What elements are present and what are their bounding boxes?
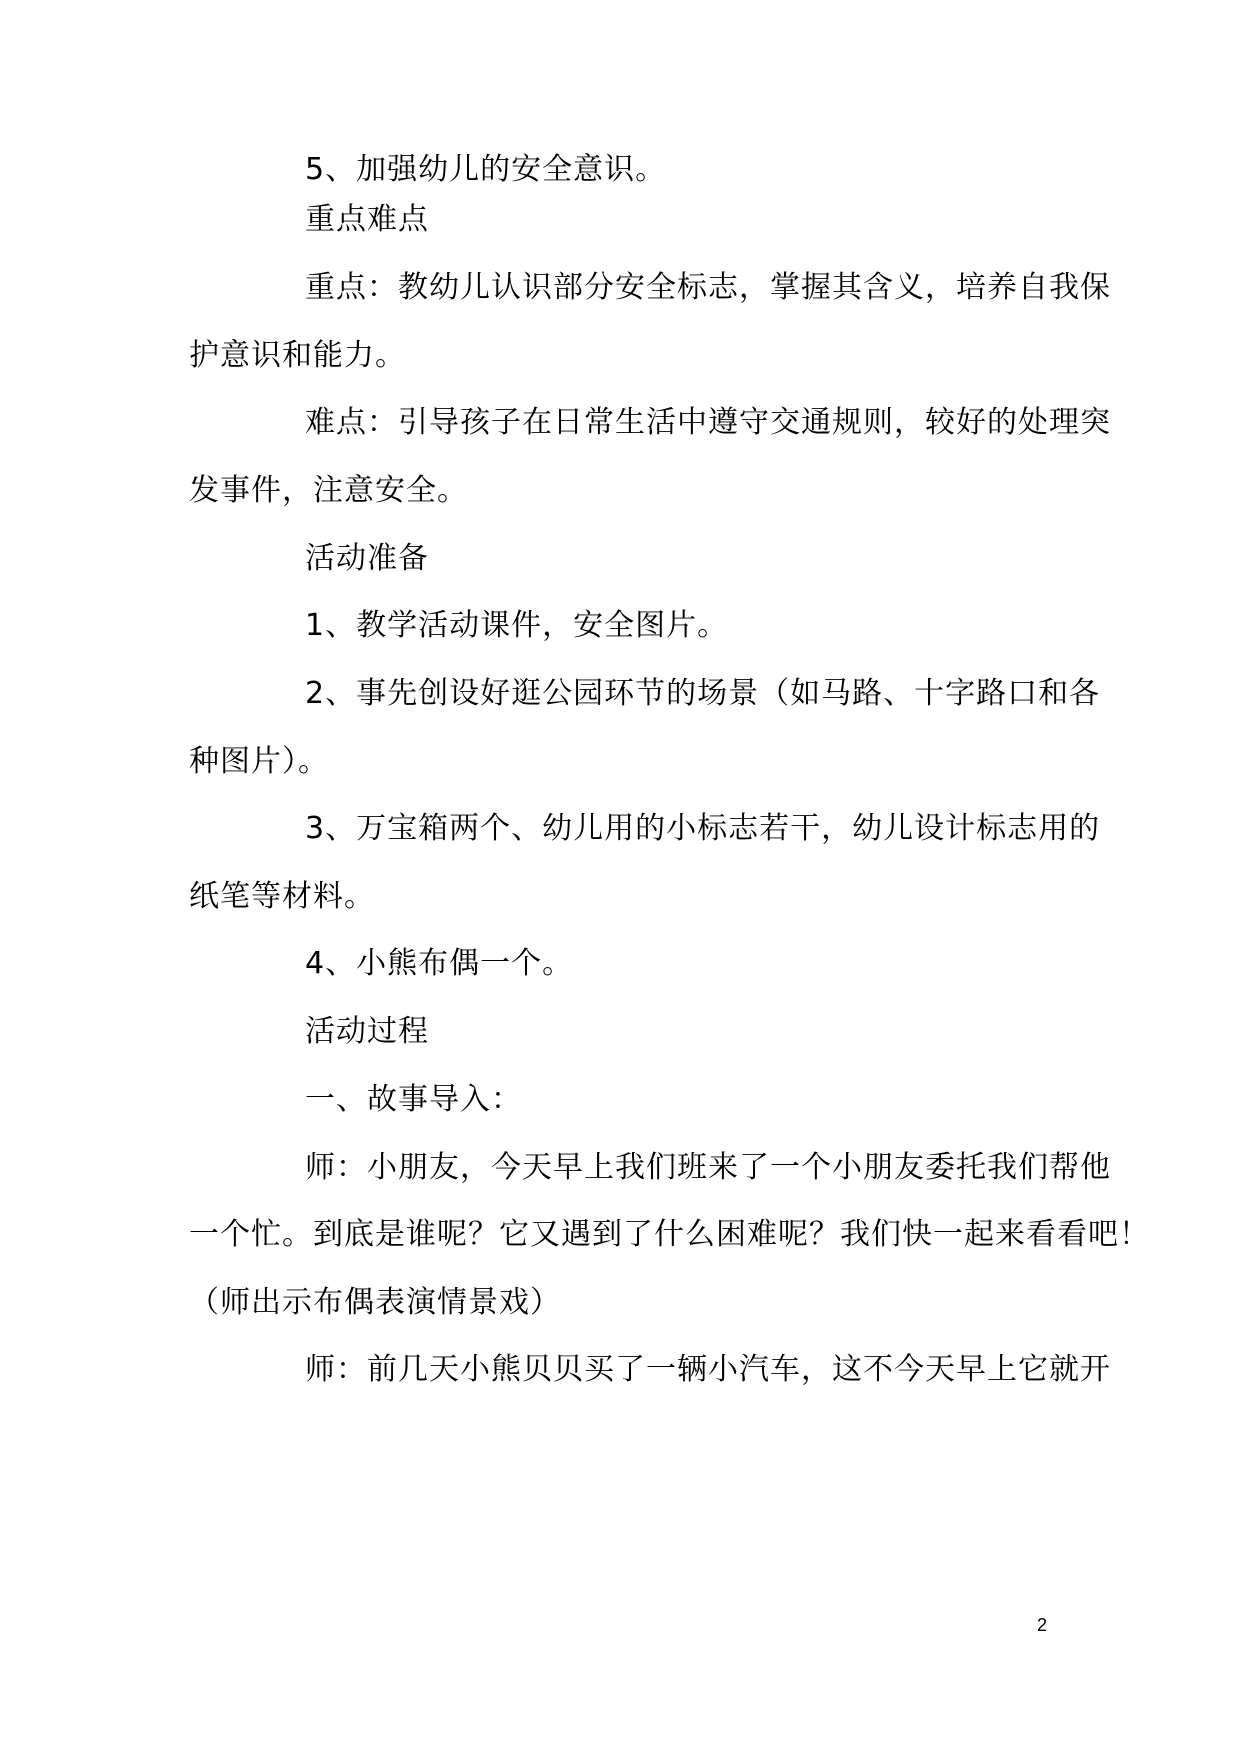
paragraph-line: 3、万宝箱两个、幼儿用的小标志若干，幼儿设计标志用的 bbox=[305, 811, 1101, 846]
page-number: 2 bbox=[1037, 1615, 1048, 1635]
section-heading: 一、故事导入： bbox=[305, 1082, 522, 1117]
paragraph-line: 1、教学活动课件，安全图片。 bbox=[305, 608, 729, 643]
paragraph-line: 发事件，注意安全。 bbox=[189, 473, 468, 508]
paragraph-line: 4、小熊布偶一个。 bbox=[305, 946, 574, 981]
section-heading: 活动过程 bbox=[305, 1014, 429, 1049]
paragraph-line: 护意识和能力。 bbox=[189, 338, 406, 373]
paragraph-line: 纸笔等材料。 bbox=[189, 879, 375, 914]
section-heading: 重点难点 bbox=[305, 202, 429, 237]
paragraph-line: 师：小朋友，今天早上我们班来了一个小朋友委托我们帮他 bbox=[305, 1150, 1111, 1185]
paragraph-line: 5、加强幼儿的安全意识。 bbox=[305, 152, 667, 187]
section-heading: 活动准备 bbox=[305, 541, 429, 576]
paragraph-line: （师出示布偶表演情景戏） bbox=[189, 1285, 561, 1320]
paragraph-line: 种图片）。 bbox=[189, 744, 329, 779]
paragraph-line: 难点：引导孩子在日常生活中遵守交通规则，较好的处理突 bbox=[305, 405, 1111, 440]
paragraph-line: 重点：教幼儿认识部分安全标志，掌握其含义，培养自我保 bbox=[305, 270, 1111, 305]
paragraph-line: 2、事先创设好逛公园环节的场景（如马路、十字路口和各 bbox=[305, 676, 1101, 711]
paragraph-line: 一个忙。到底是谁呢？它又遇到了什么困难呢？我们快一起来看看吧！ bbox=[189, 1217, 1150, 1252]
paragraph-line: 师：前几天小熊贝贝买了一辆小汽车，这不今天早上它就开 bbox=[305, 1352, 1111, 1387]
